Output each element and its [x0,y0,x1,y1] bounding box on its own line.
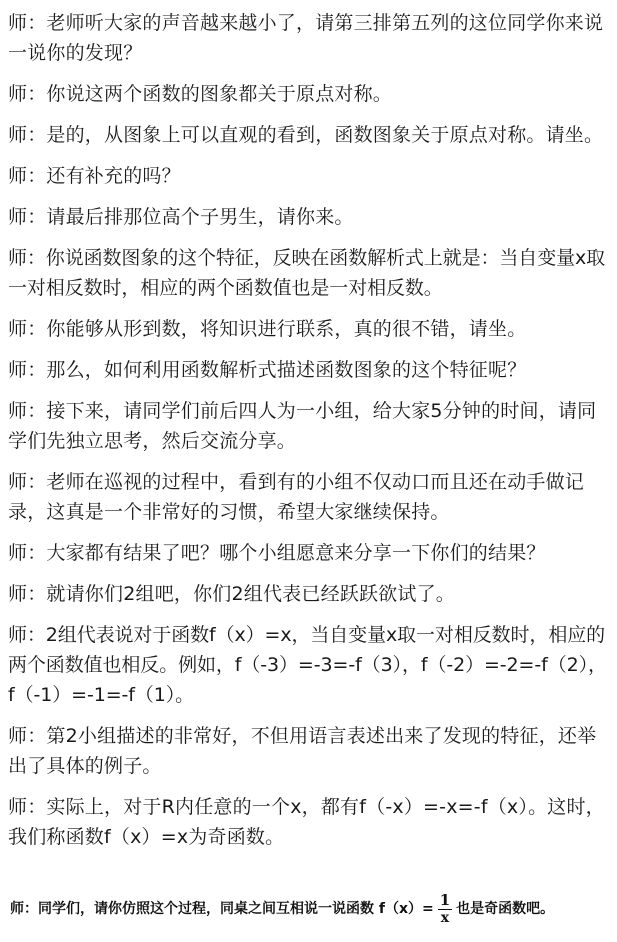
paragraph-5: 师：请最后排那位高个子男生，请你来。 [8,206,354,228]
paragraph-7: 师：你能够从形到数，将知识进行联系，真的很不错，请坐。 [8,318,527,340]
closing-prompt-text: 师：同学们，请你仿照这个过程，同桌之间互相说一说函数 f（x）= [10,901,434,917]
closing-prompt [10,884,554,934]
paragraph-8: 师：那么，如何利用函数解析式描述函数图象的这个特征呢？ [8,359,527,381]
fraction-denominator: x [440,910,450,926]
paragraph-3: 师：是的，从图象上可以直观的看到，函数图象关于原点对称。请坐。 [8,124,604,146]
paragraph-2: 师：你说这两个函数的图象都关于原点对称。 [8,83,393,105]
paragraph-15: 师：实际上，对于R内任意的一个x，都有f（-x）=-x=-f（x）。这时，我们称函数f（x）=x为奇函数。 [8,796,605,848]
closing-prompt-tail: 也是奇函数吧。 [456,901,555,917]
paragraph-12: 师：就请你们2组吧，你们2组代表已经跃跃欲试了。 [8,583,455,605]
fraction-numerator: 1 [439,891,451,909]
fraction-one-over-x [438,893,452,925]
paragraph-13: 师：2组代表说对于函数f（x）=x，当自变量x取一对相反数时，相应的两个函数值也相反。例如，f（-3）=-3=-f（3），f（-2）=-2=-f（2），f（-1）=-1=-f（1）。 [8,624,607,706]
paragraph-10: 师：老师在巡视的过程中，看到有的小组不仅动口而且还在动手做记录，这真是一个非常好的习惯，希望大家继续保持。 [8,471,585,523]
paragraph-4: 师：还有补充的吗？ [8,165,181,187]
paragraph-6: 师：你说函数图象的这个特征，反映在函数解析式上就是：当自变量x取一对相反数时，相应的两个函数值也是一对相反数。 [8,247,606,299]
paragraph-11: 师：大家都有结果了吧？哪个小组愿意来分享一下你们的结果？ [8,542,546,564]
paragraph-9: 师：接下来，请同学们前后四人为一小组，给大家5分钟的时间，请同学们先独立思考，然后交流分享。 [8,400,597,452]
paragraph-1: 师：老师听大家的声音越来越小了，请第三排第五列的这位同学你来说一说你的发现？ [8,12,604,64]
paragraph-14: 师：第2小组描述的非常好，不但用语言表述出来了发现的特征，还举出了具体的例子。 [8,725,597,777]
